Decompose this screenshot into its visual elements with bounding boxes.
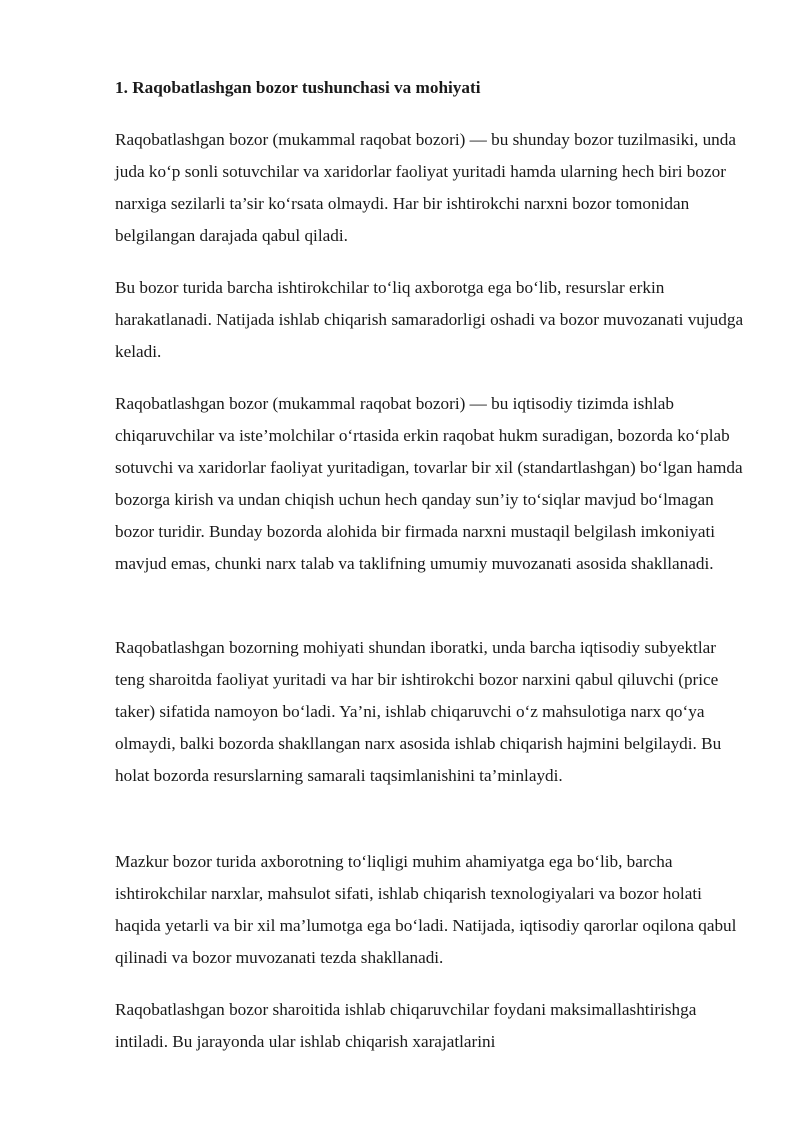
section-heading: 1. Raqobatlashgan bozor tushunchasi va mohiyati: [115, 78, 481, 97]
paragraph-2: Bu bozor turida barcha ishtirokchilar to‘liq axborotga ega bo‘lib, resurslar erkin harakatlanadi. Natijada ishlab chiqarish samaradorligi oshadi va bozor muvozanati vujudga keladi.: [115, 278, 744, 361]
paragraph-5: Mazkur bozor turida axborotning to‘liqligi muhim ahamiyatga ega bo‘lib, barcha ishtirokchilar narxlar, mahsulot sifati, ishlab chiqarish texnologiyalari va bozor holati haqida yetarli va bir xil ma’lumotga ega bo‘ladi. Natijada, iqtisodiy qarorlar oqilona qabul qilinadi va bozor muvozanati tezda shakllanadi.: [115, 852, 737, 967]
paragraph-3: Raqobatlashgan bozor (mukammal raqobat bozori) — bu iqtisodiy tizimda ishlab chiqaruvchilar va iste’molchilar o‘rtasida erkin raqobat hukm suradigan, bozorda ko‘plab sotuvchi va xaridorlar faoliyat yuritadigan, tovarlar bir xil (standartlashgan) bo‘lgan hamda bozorga kirish va undan chiqish uchun hech qanday sun’iy to‘siqlar mavjud bo‘lmagan bozor turidir. Bunday bozorda alohida bir firmada narxni mustaqil belgilash imkoniyati mavjud emas, chunki narx talab va taklifning umumiy muvozanati asosida shakllanadi.: [115, 394, 743, 573]
paragraph-6: Raqobatlashgan bozor sharoitida ishlab chiqaruvchilar foydani maksimallashtirishga intiladi. Bu jarayonda ular ishlab chiqarish xarajatlarini: [115, 1000, 697, 1051]
paragraph-1: Raqobatlashgan bozor (mukammal raqobat bozori) — bu shunday bozor tuzilmasiki, unda juda ko‘p sonli sotuvchilar va xaridorlar faoliyat yuritadi hamda ularning hech biri bozor narxiga sezilarli ta’sir ko‘rsata olmaydi. Har bir ishtirokchi narxni bozor tomonidan belgilangan darajada qabul qiladi.: [115, 130, 736, 245]
paragraph-4: Raqobatlashgan bozorning mohiyati shundan iboratki, unda barcha iqtisodiy subyektlar teng sharoitda faoliyat yuritadi va har bir ishtirokchi bozor narxini qabul qiluvchi (price taker) sifatida namoyon bo‘ladi. Ya’ni, ishlab chiqaruvchi o‘z mahsulotiga narx qo‘ya olmaydi, balki bozorda shakllangan narx asosida ishlab chiqarish hajmini belgilaydi. Bu holat bozorda resurslarning samarali taqsimlanishini ta’minlaydi.: [115, 638, 722, 785]
